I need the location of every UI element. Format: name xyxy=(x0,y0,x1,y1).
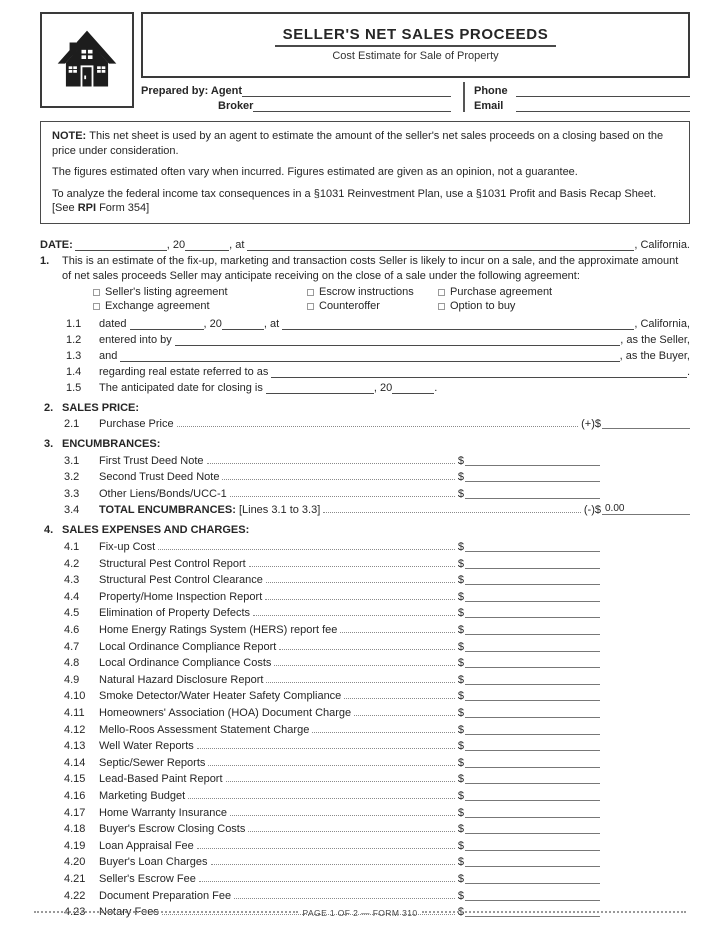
expense-row xyxy=(40,536,600,553)
dollar-sign: $ xyxy=(457,889,464,902)
subitem-1-4 xyxy=(40,362,690,378)
encumbrance-row xyxy=(40,450,600,467)
row-number: 4.4 xyxy=(64,590,80,603)
row-label: Property/Home Inspection Report xyxy=(99,590,263,603)
dollar-sign: $ xyxy=(457,806,464,819)
expense-row xyxy=(40,835,600,852)
section4-title: SALES EXPENSES AND CHARGES: xyxy=(62,524,250,537)
dot-leader xyxy=(253,615,455,616)
subitem-text: , as the Buyer, xyxy=(619,349,690,362)
subitem-text: entered into by xyxy=(99,333,172,346)
plus-dollar-sign: (+)$ xyxy=(581,418,601,431)
expense-row xyxy=(40,752,600,769)
row-number: 4.13 xyxy=(64,740,86,753)
section4-header xyxy=(40,520,690,536)
subitem-text: The anticipated date for closing is xyxy=(99,381,263,394)
dot-leader xyxy=(188,798,455,799)
subitem-1-1 xyxy=(40,314,690,330)
amount-field[interactable] xyxy=(465,617,600,618)
row-label: Local Ordinance Compliance Report xyxy=(99,640,277,653)
note-text-1: This net sheet is used by an agent to estimate the amount of the seller's net sales proceeds on a closing based on the price under consideration. xyxy=(52,130,664,157)
row-number: 4.8 xyxy=(64,657,80,670)
dot-leader xyxy=(177,426,579,427)
dollar-sign: $ xyxy=(457,607,464,620)
amount-field[interactable] xyxy=(465,783,600,784)
row-label: Seller's Escrow Fee xyxy=(99,872,196,885)
dollar-sign: $ xyxy=(457,856,464,869)
date-line xyxy=(40,235,690,251)
dated-field[interactable] xyxy=(130,319,204,330)
subitem-number: 1.1 xyxy=(66,317,82,330)
checkbox-label: Counteroffer xyxy=(319,300,380,312)
subitem-text: , California, xyxy=(634,317,690,330)
note-paragraph-2 xyxy=(52,165,678,180)
row-label: Notary Fees xyxy=(99,906,159,919)
checkbox-icon[interactable] xyxy=(307,303,314,310)
amount-field[interactable] xyxy=(465,866,600,867)
subitem-text: , 20 xyxy=(203,317,222,330)
row-number: 4.2 xyxy=(64,557,80,570)
expense-row xyxy=(40,553,600,570)
form-header xyxy=(40,12,690,112)
dot-leader xyxy=(199,881,455,882)
total-encumbrances-row xyxy=(40,500,690,517)
dot-leader xyxy=(265,599,455,600)
row-number: 4.20 xyxy=(64,856,86,869)
agreement-checkbox-option[interactable] xyxy=(93,286,307,300)
expense-row xyxy=(40,802,600,819)
row-number: 4.23 xyxy=(64,906,86,919)
form-subtitle: Cost Estimate for Sale of Property xyxy=(332,50,499,62)
dollar-sign: $ xyxy=(457,541,464,554)
row-label: Home Warranty Insurance xyxy=(99,806,227,819)
subitem-number: 1.2 xyxy=(66,333,82,346)
dot-leader xyxy=(211,864,455,865)
subitem-text: and xyxy=(99,349,118,362)
checkbox-label: Exchange agreement xyxy=(105,300,210,312)
row-label: Fix-up Cost xyxy=(99,541,156,554)
amount-field[interactable] xyxy=(465,684,600,685)
dollar-sign: $ xyxy=(457,773,464,786)
closing-year-field[interactable] xyxy=(392,383,434,394)
row-number: 4.18 xyxy=(64,823,86,836)
row-label: Well Water Reports xyxy=(99,740,194,753)
subitem-number: 1.4 xyxy=(66,365,82,378)
row-label: Structural Pest Control Report xyxy=(99,557,246,570)
dot-leader xyxy=(230,815,455,816)
expense-row xyxy=(40,819,600,836)
expense-row xyxy=(40,586,600,603)
note-text-3: To analyze the federal income tax consequences in a §1031 Reinvestment Plan, use a §1031 Profit and Basis Recap Sheet. [See xyxy=(52,187,657,214)
dot-leader xyxy=(230,496,455,497)
row-label: Buyer's Loan Charges xyxy=(99,856,208,869)
amount-field[interactable] xyxy=(465,767,600,768)
amount-field[interactable] xyxy=(465,900,600,901)
expense-row xyxy=(40,669,600,686)
subitem-text: , 20 xyxy=(373,381,393,394)
dot-leader xyxy=(340,632,454,633)
dollar-sign: $ xyxy=(457,872,464,885)
section2-number: 2. xyxy=(44,401,54,414)
subitem-1-3 xyxy=(40,346,690,362)
dot-leader xyxy=(312,732,455,733)
dollar-sign: $ xyxy=(457,673,464,686)
agent-name-field[interactable] xyxy=(242,86,451,97)
row-label: Septic/Sewer Reports xyxy=(99,756,206,769)
date-at-label: , at xyxy=(229,238,245,251)
dollar-sign: $ xyxy=(457,574,464,587)
checkbox-icon[interactable] xyxy=(93,289,100,296)
row-number: 3.4 xyxy=(64,504,80,517)
dot-leader xyxy=(208,765,454,766)
dollar-sign: $ xyxy=(457,756,464,769)
note-text-3b: Form 354] xyxy=(96,202,150,214)
total-label-bold: TOTAL ENCUMBRANCES: xyxy=(99,504,236,517)
amount-field[interactable] xyxy=(465,700,600,701)
subitem-text: dated xyxy=(99,317,127,330)
note-label: NOTE: xyxy=(52,130,90,142)
dated-year-field[interactable] xyxy=(222,319,264,330)
agreement-checkbox-option[interactable] xyxy=(438,286,690,300)
dollar-sign: $ xyxy=(457,740,464,753)
closing-date-field[interactable] xyxy=(266,383,374,394)
row-label: Lead-Based Paint Report xyxy=(99,773,223,786)
row-number: 4.10 xyxy=(64,690,86,703)
expense-row xyxy=(40,603,600,620)
row-label: Purchase Price xyxy=(99,418,174,431)
house-icon xyxy=(54,26,120,95)
amount-field[interactable] xyxy=(465,717,600,718)
subitem-text: regarding real estate referred to as xyxy=(99,365,269,378)
date-year-prefix: , 20 xyxy=(166,238,186,251)
section3-header xyxy=(40,434,690,450)
row-number: 4.5 xyxy=(64,607,80,620)
checkbox-icon[interactable] xyxy=(438,289,445,296)
dot-leader xyxy=(266,582,455,583)
encumbrance-rows xyxy=(40,450,690,500)
email-label: Email xyxy=(474,100,504,112)
dot-leader xyxy=(279,649,455,650)
dollar-sign: $ xyxy=(457,839,464,852)
amount-field[interactable] xyxy=(465,833,600,834)
dollar-sign: $ xyxy=(457,590,464,603)
purchase-price-row xyxy=(40,414,690,431)
row-label: Smoke Detector/Water Heater Safety Compliance xyxy=(99,690,342,703)
section1-number: 1. xyxy=(40,254,50,267)
encumbrance-row xyxy=(40,483,600,500)
row-number: 4.22 xyxy=(64,889,86,902)
date-california-label: , California. xyxy=(634,238,690,251)
row-number: 4.15 xyxy=(64,773,86,786)
section2-title: SALES PRICE: xyxy=(62,401,140,414)
dollar-sign: $ xyxy=(457,690,464,703)
footer-text: PAGE 1 OF 2 — FORM 310 xyxy=(302,908,418,918)
property-description-field[interactable] xyxy=(271,367,687,378)
section1-intro xyxy=(40,254,690,284)
amount-field[interactable] xyxy=(465,634,600,635)
dot-leader xyxy=(197,748,455,749)
subitem-text: , at xyxy=(263,317,280,330)
broker-name-field[interactable] xyxy=(253,101,451,112)
subitem-text: . xyxy=(686,365,690,378)
row-number: 4.1 xyxy=(64,541,80,554)
dot-leader xyxy=(197,848,455,849)
phone-field[interactable] xyxy=(516,86,690,97)
amount-field[interactable] xyxy=(465,667,600,668)
expense-row xyxy=(40,852,600,869)
minus-dollar-sign: (-)$ xyxy=(583,504,601,517)
dollar-sign: $ xyxy=(457,454,464,467)
dot-leader xyxy=(158,549,455,550)
row-label: Marketing Budget xyxy=(99,789,186,802)
amount-field[interactable] xyxy=(465,568,600,569)
row-number: 4.11 xyxy=(64,707,85,719)
agreement-checkbox-option[interactable] xyxy=(438,300,690,314)
dot-leader xyxy=(354,715,455,716)
amount-field[interactable] xyxy=(465,651,600,652)
checkbox-label: Option to buy xyxy=(450,300,516,312)
expense-row xyxy=(40,885,600,902)
purchase-price-field[interactable] xyxy=(602,428,690,429)
dollar-sign: $ xyxy=(457,640,464,653)
amount-field[interactable] xyxy=(465,481,600,482)
amount-field[interactable] xyxy=(465,850,600,851)
expense-row xyxy=(40,736,600,753)
total-label-rest: [Lines 3.1 to 3.3] xyxy=(235,504,321,517)
amount-field[interactable] xyxy=(465,465,600,466)
row-label: Homeowners' Association (HOA) Document Charge xyxy=(99,707,352,719)
subitem-1-2 xyxy=(40,330,690,346)
expense-row xyxy=(40,785,600,802)
subitem-text: , as the Seller, xyxy=(620,333,690,346)
amount-field[interactable] xyxy=(465,551,600,552)
row-label: Elimination of Property Defects xyxy=(99,607,251,620)
row-number: 4.19 xyxy=(64,839,86,852)
date-city-field[interactable] xyxy=(247,240,634,251)
note-paragraph-3 xyxy=(52,187,678,216)
dot-leader xyxy=(207,463,455,464)
dollar-sign: $ xyxy=(457,624,464,637)
seller-name-field[interactable] xyxy=(175,335,621,346)
amount-field[interactable] xyxy=(465,601,600,602)
note-rpi-bold: RPI xyxy=(77,202,97,214)
row-number: 4.7 xyxy=(64,640,80,653)
row-label: Second Trust Deed Note xyxy=(99,471,220,484)
dollar-sign: $ xyxy=(457,557,464,570)
section3-number: 3. xyxy=(44,438,54,451)
date-year-field[interactable] xyxy=(185,240,229,251)
checkbox-label: Purchase agreement xyxy=(450,285,553,298)
row-number: 4.6 xyxy=(64,624,80,637)
page-footer xyxy=(34,908,686,918)
prepared-by-agent-label: Prepared by: Agent xyxy=(141,85,243,97)
dot-leader xyxy=(222,479,454,480)
dollar-sign: $ xyxy=(457,707,464,719)
dot-leader xyxy=(234,898,455,899)
date-field[interactable] xyxy=(75,240,167,251)
section2-header xyxy=(40,398,690,414)
row-label: Buyer's Escrow Closing Costs xyxy=(99,823,246,836)
expense-row xyxy=(40,719,600,736)
subitem-1-5 xyxy=(40,378,690,394)
note-box xyxy=(40,121,690,224)
prepared-by-block xyxy=(141,82,690,112)
dot-leader xyxy=(249,566,455,567)
section4-number: 4. xyxy=(44,524,54,537)
amount-field[interactable] xyxy=(465,498,600,499)
section1-intro-text: This is an estimate of the fix-up, marketing and transaction costs Seller is likely to incur on a sale, and the approximate amount of net sales proceeds Seller may anticipate receiving on the close of a sale under the following agreement: xyxy=(62,254,679,282)
row-label: Mello-Roos Assessment Statement Charge xyxy=(99,723,310,736)
expense-row xyxy=(40,868,600,885)
agreement-checkbox-group xyxy=(40,286,690,314)
dot-leader xyxy=(274,665,454,666)
row-number: 3.1 xyxy=(64,454,80,467)
amount-field[interactable] xyxy=(465,734,600,735)
amount-field[interactable] xyxy=(465,817,600,818)
expense-row xyxy=(40,570,600,587)
row-number: 4.21 xyxy=(64,872,86,885)
dot-leader xyxy=(344,698,455,699)
checkbox-icon[interactable] xyxy=(93,303,100,310)
row-label: Natural Hazard Disclosure Report xyxy=(99,673,264,686)
row-label: Structural Pest Control Clearance xyxy=(99,574,263,587)
subitem-number: 1.5 xyxy=(66,381,82,394)
dot-leader xyxy=(226,781,455,782)
expense-row xyxy=(40,702,600,719)
date-label: DATE: xyxy=(40,238,73,251)
agreement-checkbox-option[interactable] xyxy=(93,300,307,314)
dot-leader xyxy=(248,831,455,832)
dated-city-field[interactable] xyxy=(282,319,634,330)
expense-row xyxy=(40,636,600,653)
agreement-checkbox-option[interactable] xyxy=(307,300,438,314)
dollar-sign: $ xyxy=(457,487,464,500)
checkbox-label: Escrow instructions xyxy=(319,285,414,298)
row-number: 4.16 xyxy=(64,789,86,802)
dollar-sign: $ xyxy=(457,723,464,736)
expense-row xyxy=(40,619,600,636)
row-label: First Trust Deed Note xyxy=(99,454,204,467)
subitem-number: 1.3 xyxy=(66,349,82,362)
row-label: Document Preparation Fee xyxy=(99,889,232,902)
row-number: 3.2 xyxy=(64,471,80,484)
checkbox-icon[interactable] xyxy=(438,303,445,310)
phone-label: Phone xyxy=(474,85,508,97)
row-number: 4.12 xyxy=(64,723,86,736)
dot-leader xyxy=(266,682,454,683)
title-box xyxy=(141,12,690,78)
dot-leader xyxy=(323,512,581,513)
buyer-name-field[interactable] xyxy=(120,351,619,362)
dollar-sign: $ xyxy=(457,823,464,836)
expense-row xyxy=(40,686,600,703)
row-number: 4.14 xyxy=(64,756,86,769)
expense-row xyxy=(40,653,600,670)
amount-field[interactable] xyxy=(465,584,600,585)
amount-field[interactable] xyxy=(465,883,600,884)
dollar-sign: $ xyxy=(457,789,464,802)
row-number: 4.3 xyxy=(64,574,80,587)
dollar-sign: $ xyxy=(457,906,464,919)
total-encumbrances-field[interactable]: 0.00 xyxy=(602,503,690,515)
row-label: Other Liens/Bonds/UCC-1 xyxy=(99,487,227,500)
encumbrance-row xyxy=(40,467,600,484)
row-number: 4.17 xyxy=(64,806,86,819)
note-paragraph-1 xyxy=(52,129,678,158)
publisher-logo xyxy=(40,12,134,108)
subitem-text: . xyxy=(434,381,438,394)
dollar-sign: $ xyxy=(457,471,464,484)
broker-label: Broker xyxy=(218,100,254,112)
email-field[interactable] xyxy=(516,101,690,112)
row-number: 2.1 xyxy=(64,418,80,431)
amount-field[interactable] xyxy=(465,800,600,801)
row-label: Loan Appraisal Fee xyxy=(99,839,194,852)
agreement-checkbox-option[interactable] xyxy=(307,286,438,300)
dollar-sign: $ xyxy=(457,657,464,670)
expense-rows xyxy=(40,536,690,918)
row-label: Local Ordinance Compliance Costs xyxy=(99,657,272,670)
note-text-2: The figures estimated often vary when incurred. Figures estimated are given as an opinion, not a guarantee. xyxy=(52,166,578,178)
footer-dots-right xyxy=(422,911,686,913)
footer-dots-left xyxy=(34,911,298,913)
checkbox-label: Seller's listing agreement xyxy=(105,285,228,298)
row-label: Home Energy Ratings System (HERS) report fee xyxy=(99,624,338,637)
row-number: 4.9 xyxy=(64,673,80,686)
form-title: SELLER'S NET SALES PROCEEDS xyxy=(275,26,557,47)
checkbox-icon[interactable] xyxy=(307,289,314,296)
section3-title: ENCUMBRANCES: xyxy=(62,438,161,451)
row-number: 3.3 xyxy=(64,487,80,500)
expense-row xyxy=(40,769,600,786)
amount-field[interactable] xyxy=(465,750,600,751)
